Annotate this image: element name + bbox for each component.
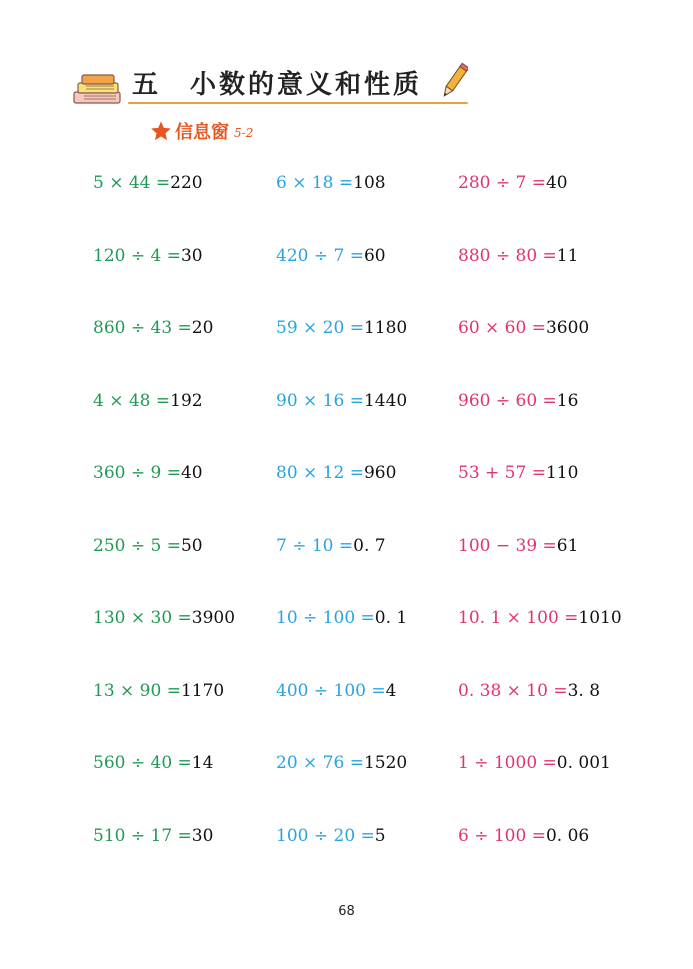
- problem-item: [276, 169, 386, 197]
- info-window-number: 5-2: [234, 126, 254, 140]
- problem-expression: 400 ÷ 100 =: [276, 680, 386, 701]
- problem-answer: 40: [180, 463, 203, 483]
- problem-expression: 880 ÷ 80 =: [458, 245, 557, 266]
- problem-row: [0, 459, 693, 487]
- problem-item: [458, 604, 622, 632]
- problem-item: [276, 749, 407, 777]
- problem-expression: 7 ÷ 10 =: [276, 535, 354, 556]
- problem-expression: 360 ÷ 9 =: [93, 463, 181, 483]
- problem-answer: 1520: [363, 753, 408, 773]
- problem-row: [0, 604, 693, 632]
- problem-item: [276, 387, 407, 415]
- problem-row: [0, 822, 693, 850]
- info-window-label: 信息窗: [175, 122, 229, 143]
- problem-answer: 192: [170, 390, 203, 411]
- problem-item: [93, 604, 235, 632]
- problem-answer: 11: [556, 245, 579, 266]
- problem-item: [276, 604, 407, 632]
- problem-expression: 0. 38 × 10 =: [458, 680, 568, 701]
- problem-answer: 16: [556, 390, 579, 411]
- problem-answer: 108: [353, 173, 386, 193]
- problem-expression: 13 × 90 =: [93, 680, 181, 701]
- chapter-number: 五: [132, 70, 159, 100]
- problem-answer: 1180: [363, 318, 408, 338]
- problem-answer: 960: [363, 463, 397, 483]
- problem-expression: 5 × 44 =: [93, 173, 171, 193]
- problem-expression: 560 ÷ 40 =: [93, 753, 192, 773]
- problem-expression: 130 × 30 =: [93, 608, 192, 628]
- problem-item: [93, 169, 203, 197]
- problem-item: [276, 242, 386, 270]
- problem-expression: 53 + 57 =: [458, 463, 546, 483]
- problem-expression: 59 × 20 =: [276, 318, 364, 338]
- problem-item: [276, 822, 386, 850]
- problem-item: [458, 459, 578, 487]
- problem-row: [0, 749, 693, 777]
- problem-answer: 0. 1: [374, 608, 408, 628]
- problem-item: [276, 677, 396, 705]
- chapter-title: 小数的意义和性质: [190, 70, 423, 100]
- problem-expression: 80 × 12 =: [276, 463, 364, 483]
- problem-item: [458, 169, 568, 197]
- problem-answer: 30: [191, 825, 214, 846]
- page-number: 68: [338, 904, 355, 919]
- problem-answer: 220: [170, 173, 203, 193]
- problem-item: [93, 314, 213, 342]
- problem-item: [93, 242, 203, 270]
- problem-item: [458, 822, 589, 850]
- problem-answer: 5: [374, 825, 386, 846]
- problem-answer: 1170: [180, 680, 225, 701]
- problem-expression: 6 × 18 =: [276, 173, 354, 193]
- problem-row: [0, 242, 693, 270]
- problem-row: [0, 169, 693, 197]
- problem-answer: 61: [556, 535, 579, 556]
- problem-expression: 4 × 48 =: [93, 390, 171, 411]
- problem-item: [93, 822, 213, 850]
- problem-expression: 20 × 76 =: [276, 753, 364, 773]
- problem-item: [93, 387, 203, 415]
- problem-item: [93, 459, 203, 487]
- problem-answer: 0. 06: [545, 825, 590, 846]
- problem-expression: 120 ÷ 4 =: [93, 245, 181, 266]
- problem-answer: 110: [545, 463, 579, 483]
- problem-expression: 250 ÷ 5 =: [93, 535, 181, 556]
- problem-answer: 1010: [578, 608, 622, 628]
- problem-item: [276, 314, 407, 342]
- problem-answer: 1440: [363, 390, 408, 411]
- problem-answer: 14: [191, 753, 214, 773]
- problem-row: [0, 677, 693, 705]
- problem-expression: 90 × 16 =: [276, 390, 364, 411]
- problem-expression: 280 ÷ 7 =: [458, 173, 546, 193]
- problem-expression: 60 × 60 =: [458, 318, 546, 338]
- problem-item: [93, 677, 224, 705]
- problem-item: [458, 749, 611, 777]
- problem-answer: 50: [180, 535, 203, 556]
- problem-item: [458, 677, 600, 705]
- problem-row: [0, 532, 693, 560]
- problem-item: [458, 532, 578, 560]
- problem-expression: 100 − 39 =: [458, 535, 557, 556]
- problem-row: [0, 387, 693, 415]
- problem-expression: 100 ÷ 20 =: [276, 825, 375, 846]
- problem-row: [0, 314, 693, 342]
- problem-expression: 1 ÷ 1000 =: [458, 753, 557, 773]
- problem-answer: 3600: [545, 318, 590, 338]
- problem-expression: 420 ÷ 7 =: [276, 245, 364, 266]
- problem-answer: 20: [191, 318, 214, 338]
- problem-item: [93, 749, 213, 777]
- problem-item: [93, 532, 203, 560]
- problem-item: [458, 387, 578, 415]
- problem-answer: 30: [180, 245, 203, 266]
- problem-expression: 510 ÷ 17 =: [93, 825, 192, 846]
- problem-answer: 40: [545, 173, 568, 193]
- problem-answer: 0. 001: [556, 753, 611, 773]
- problem-answer: 60: [363, 245, 386, 266]
- problem-expression: 860 ÷ 43 =: [93, 318, 192, 338]
- problem-answer: 4: [385, 680, 397, 701]
- problem-answer: 3900: [191, 608, 236, 628]
- problem-item: [276, 532, 386, 560]
- problem-item: [458, 242, 578, 270]
- problem-expression: 960 ÷ 60 =: [458, 390, 557, 411]
- problem-expression: 6 ÷ 100 =: [458, 825, 546, 846]
- problem-expression: 10. 1 × 100 =: [458, 608, 579, 628]
- problem-item: [276, 459, 396, 487]
- problem-expression: 10 ÷ 100 =: [276, 608, 375, 628]
- problem-answer: 0. 7: [353, 535, 386, 556]
- problem-answer: 3. 8: [567, 680, 601, 701]
- problem-item: [458, 314, 589, 342]
